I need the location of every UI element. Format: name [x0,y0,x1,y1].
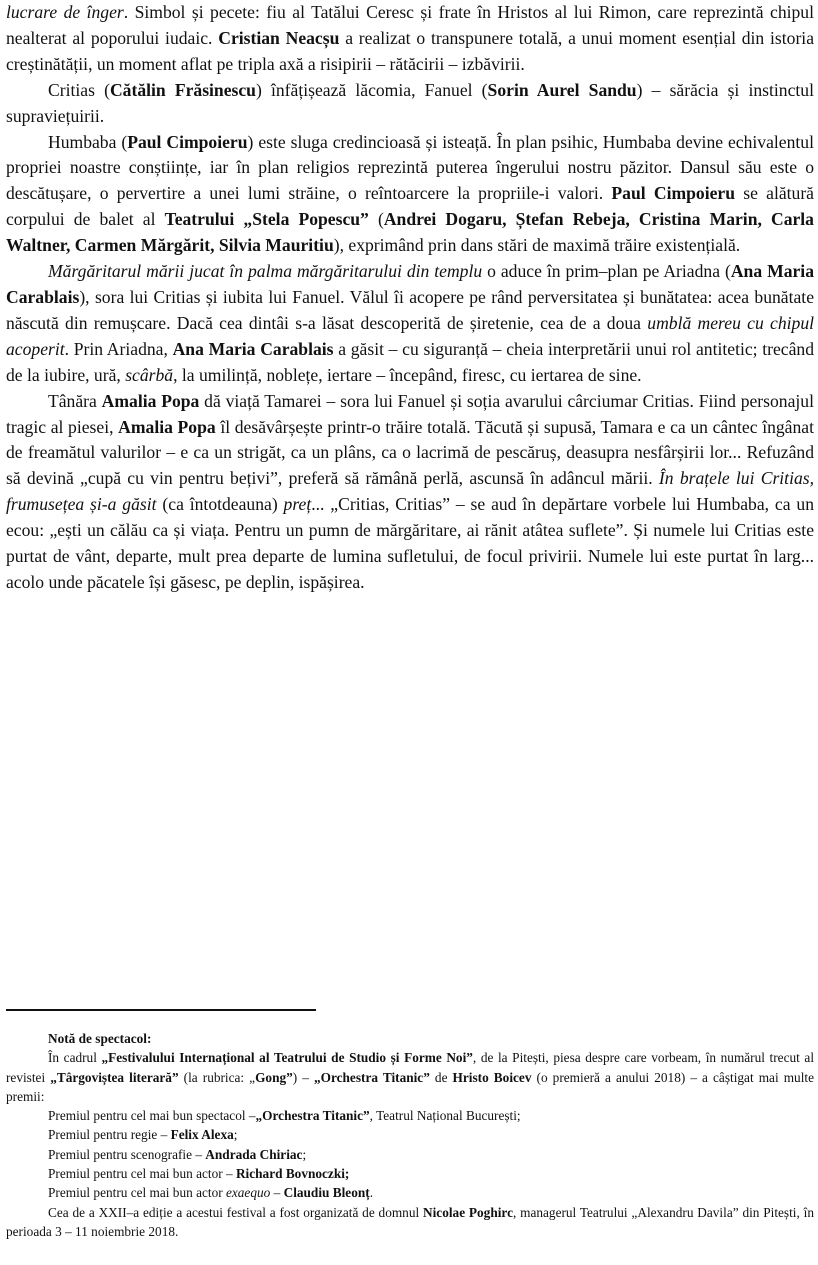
text: (ca întotdeauna) [156,494,284,515]
note-paragraph-1 [6,1048,814,1106]
text: ), sora lui Critias și iubita lui Fanuel. Vălul îi acopere pe rând perversitatea și bunătatea: acea bunătate născută din remușcare. Dacă cea dintâi s-a lăsat descoperită de șiretenie, cea de a doua [6,286,814,333]
text: ... „Critias, Critias” – se aud în depărtare vorbele lui Humbaba, ca un ecou: „ești un călău ca și viața. Pentru un pumn de mărgăritare, ai rănit atâtea suflete”. Și numele lui Critias este purtat de vânt, departe, mult prea departe de lumina sufletului, de focul privirii. Numele lui este purtat în larg... acolo unde păcatele își găsesc, pe deplin, ispășirea. [6,494,814,592]
text: Premiul pentru cel mai bun spectacol – [48,1108,256,1124]
note-title: Notă de spectacol: [48,1031,152,1046]
bold-name: Cristian Neacșu [218,27,340,48]
text: ; [233,1127,238,1143]
bold-name: Sorin Aurel Sandu [487,79,637,100]
bold-name: Gong” [255,1069,293,1085]
paragraph-5 [6,389,814,596]
bold-name: Cătălin Frăsinescu [109,79,256,100]
bold-name: Teatrului „Stela Popescu” [164,209,369,230]
bold-name: Nicolae Poghirc [423,1204,513,1220]
italic-phrase: În brațele lui Critias, frumusețea și-a găsit [6,468,814,515]
footnote-divider [6,1009,316,1011]
bold-name: „Festivalului Internațional al Teatrului de Studio și Forme Noi” [101,1050,473,1066]
text: Premiul pentru cel mai bun actor [48,1185,226,1201]
italic-phrase: umblă mereu cu chipul acoperit [6,312,815,359]
text: (o premieră a anului 2018) – a câștigat mai multe premii: [6,1069,814,1104]
text: Tânăra [48,390,102,411]
paragraph-1 [6,0,814,78]
text: Critias ( [48,79,110,100]
text: . Simbol și pecete: fiu al Tatălui Ceresc și frate în Hristos al lui Rimon, care reprezintă chipul nealterat al poporului iudaic. [6,2,814,48]
bold-name: „Târgoviștea literară” [50,1069,179,1085]
text: dă viață Tamarei – sora lui Fanuel și soția avarului cârciumar Critias. Fiind personajul tragic al piesei, [6,390,814,437]
award-item-3 [6,1145,814,1164]
article-body [6,0,814,596]
text: . Prin Ariadna, [64,338,173,359]
note-paragraph-2 [6,1203,814,1242]
bold-name: Ana Maria Carablais [6,261,814,307]
bold-name: „Orchestra Titanic” [313,1069,430,1085]
bold-name: Felix Alexa [170,1127,234,1143]
text: a realizat o transpunere totală, a unui moment esențial din istoria creștinătății, un moment aflat pe tripla axă a risipirii – rătăcirii – izbăvirii. [6,27,815,74]
text: Humbaba ( [48,131,128,152]
text: Cea de a XXII–a ediție a acestui festival a fost organizată de domnul [48,1204,423,1220]
text: ) este sluga credincioasă și isteață. În plan psihic, Humbaba devine echivalentul propriei noastre conștiințe, iar în plan religios reprezintă puterea îngerului nostru păzitor. Dansul său este o descătușare, o pervertire a unei lumi străine, o reîntoarcere la propriile-i valori. [6,131,814,204]
text: În cadrul [48,1050,102,1066]
bold-name: Richard Bovnoczki; [235,1166,350,1182]
text: se alătură corpului de balet al [6,183,814,230]
footnote-block [6,1029,814,1241]
bold-name: Andrada Chiriac [205,1146,303,1162]
text: a găsit – cu siguranță – cheia interpretării unui rol antitetic; trecând de la iubire, ură, [6,338,815,385]
paragraph-2 [6,78,814,130]
text: Premiul pentru cel mai bun actor – [48,1166,236,1182]
bold-name: Claudiu Bleonț [283,1185,370,1201]
italic-phrase: lucrare de înger [6,2,124,22]
bold-name: Amalia Popa [101,390,200,411]
paragraph-3 [6,130,814,260]
text: Premiul pentru scenografie – [48,1146,206,1162]
italic-phrase: exaequo [225,1185,271,1201]
text: de [429,1069,453,1085]
text: ) înfățișează lăcomia, Fanuel ( [255,79,488,100]
text: ) – sărăcia și instinctul supraviețuirii. [6,79,814,126]
text: ), exprimând prin dans stări de maximă trăire existențială. [333,235,741,256]
bold-name: Hristo Boicev [452,1069,532,1085]
text: , Teatrul Național București; [369,1108,521,1124]
bold-name: Andrei Dogaru, Ștefan Rebeja, Cristina Marin, Carla Waltner, Carmen Mărgărit, Silvia Mauritiu [6,209,814,256]
bold-name: Paul Cimpoieru [127,131,248,152]
italic-phrase: scârbă [125,364,174,385]
bold-name: Paul Cimpoieru [611,183,735,204]
text: , la umilință, noblețe, iertare – începând, firesc, cu iertarea de sine. [173,364,642,385]
text: , managerul Teatrului „Alexandru Davila” din Pitești, în perioada 3 – 11 noiembrie 2018. [6,1204,814,1239]
note-heading [6,1029,814,1048]
text: ( [368,209,384,230]
bold-name: Amalia Popa [118,416,216,437]
text: – [270,1185,284,1201]
text: o aduce în prim–plan pe Ariadna ( [482,261,731,282]
text: , de la Pitești, piesa despre care vorbeam, în numărul trecut al revistei [6,1050,815,1085]
text: (la rubrica: „ [178,1069,256,1085]
text: îl desăvârșește printr-o trăire totală. Tăcută și supusă, Tamara e ca un cântec îngânat de freamătul valurilor – e ca un strigăt, ca un plâns, ca o lacrimă de pescăruș, deasupra nesfârșirii lor... Refuzând să devină „cupă cu vin pentru bețivi”, preferă să rămână perlă, ascunsă în adâncul mării. [6,416,814,489]
paragraph-4 [6,259,814,389]
award-item-1 [6,1106,814,1125]
italic-phrase: preț [283,494,312,515]
italic-phrase: Mărgăritarul mării jucat în palma mărgăritarului din templu [48,261,483,282]
text: ) – [292,1069,314,1085]
text: . [369,1185,374,1201]
bold-name: „Orchestra Titanic” [255,1108,370,1124]
award-item-5 [6,1183,814,1202]
award-item-4 [6,1164,814,1183]
text: Premiul pentru regie – [48,1127,171,1143]
bold-name: Ana Maria Carablais [172,338,334,359]
award-item-2 [6,1125,814,1144]
text: ; [302,1146,307,1162]
